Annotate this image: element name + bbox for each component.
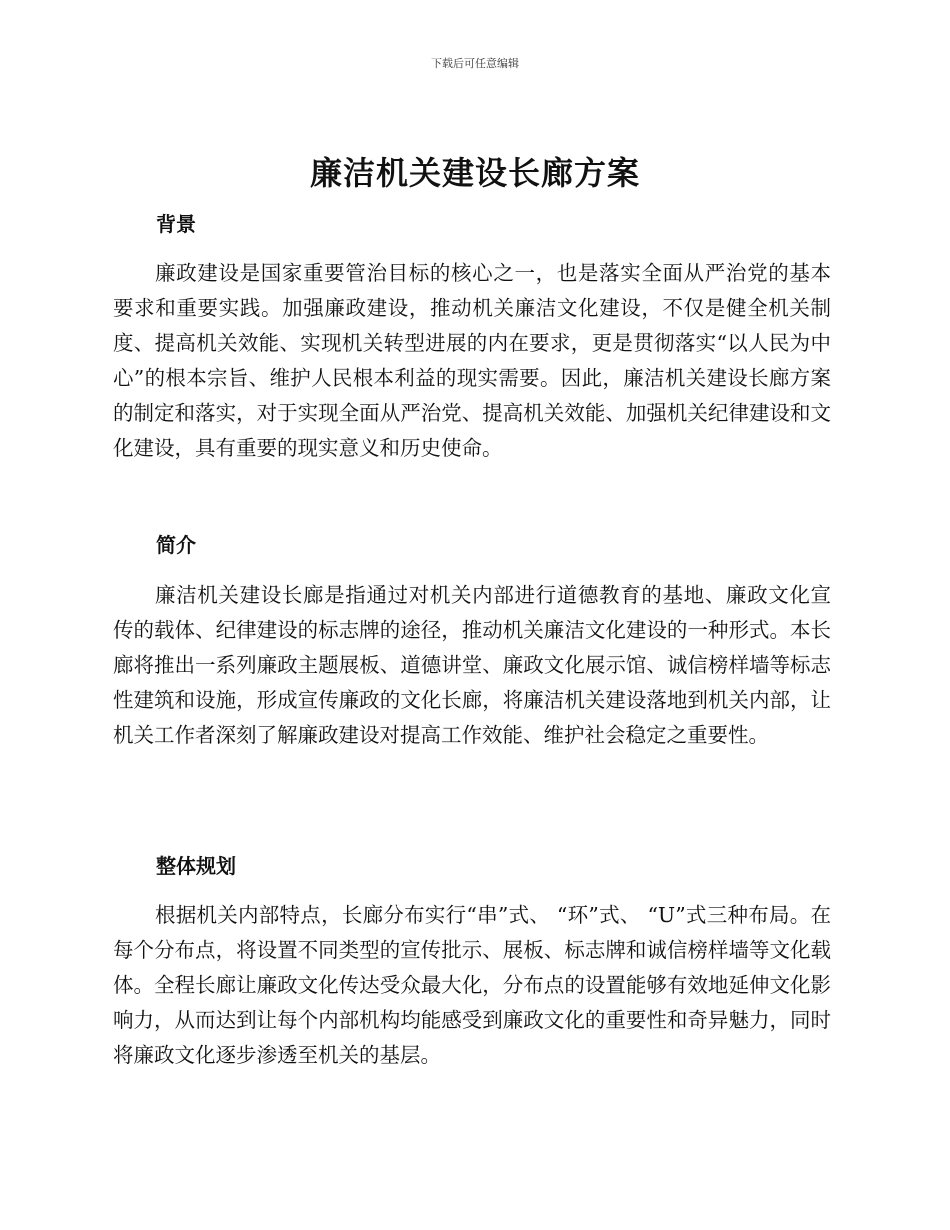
section-heading-introduction: 简介 [156, 533, 196, 557]
section-body-background: 廉政建设是国家重要管治目标的核心之一，也是落实全面从严治党的基本要求和重要实践。加强廉政建设，推动机关廉洁文化建设，不仅是健全机关制度、提高机关效能、实现机关转型进展的内在要求，更是贯彻落实“以人民为中心”的根本宗旨、维护人民根本利益的现实需要。因此，廉洁机关建设长廊方案的制定和落实，对于实现全面从严治党、提高机关效能、加强机关纪律建设和文化建设，具有重要的现实意义和历史使命。 [113, 261, 831, 460]
page-header-note: 下载后可任意编辑 [431, 57, 519, 70]
section-body-introduction: 廉洁机关建设长廊是指通过对机关内部进行道德教育的基地、廉政文化宣传的载体、纪律建设的标志牌的途径，推动机关廉洁文化建设的一种形式。本长廊将推出一系列廉政主题展板、道德讲堂、廉政文化展示馆、诚信榜样墙等标志性建筑和设施，形成宣传廉政的文化长廊，将廉洁机关建设落地到机关内部，让机关工作者深刻了解廉政建设对提高工作效能、维护社会稳定之重要性。 [113, 583, 831, 747]
section-heading-background: 背景 [156, 212, 196, 236]
document-title: 廉洁机关建设长廊方案 [309, 154, 640, 192]
section-heading-overall-plan: 整体规划 [156, 854, 236, 878]
section-body-overall-plan: 根据机关内部特点，长廊分布实行“串”式、 “环”式、 “U”式三种布局。在每个分布点，将设置不同类型的宣传批示、展板、标志牌和诚信榜样墙等文化载体。全程长廊让廉政文化传达受众最大化，分布点的设置能够有效地延伸文化影响力，从而达到让每个内部机构均能感受到廉政文化的重要性和奇异魅力，同时将廉政文化逐步渗透至机关的基层。 [113, 903, 831, 1067]
